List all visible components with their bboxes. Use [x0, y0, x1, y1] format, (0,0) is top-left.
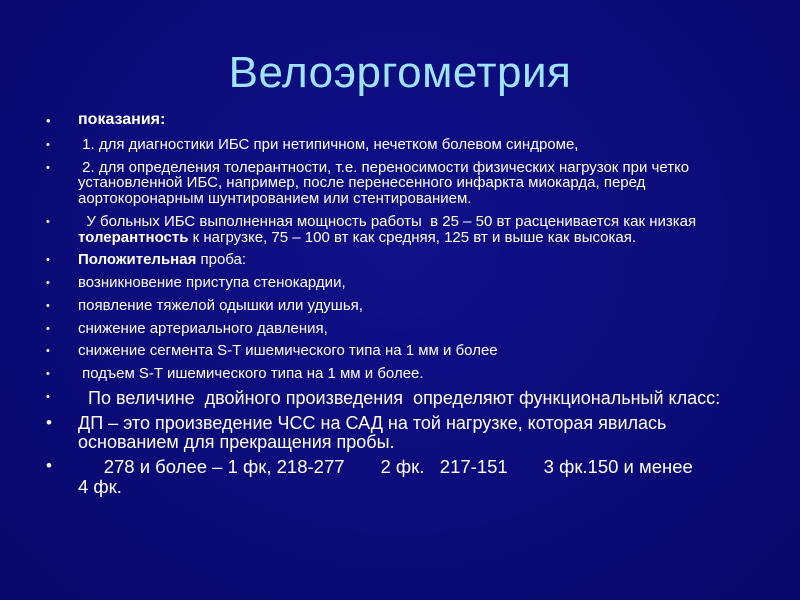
list-item — [40, 298, 760, 314]
item-text: подъем S-T ишемического типа на 1 мм и более. — [78, 365, 424, 383]
item-text: снижение артериального давления, — [78, 319, 328, 337]
bullet-icon: • — [46, 161, 50, 174]
item-text: 2. для определения толерантности, т.е. переносимости физических нагрузок при четко установленной ИБС, например, после перенесенного инфаркта миокарда, перед аортокоронарным шунтированием или стентированием. — [78, 158, 694, 208]
bullet-icon: • — [46, 390, 50, 403]
item-text-post: к нагрузке, 75 – 100 вт как средняя, 125 вт и выше как высокая. — [188, 228, 637, 246]
bullet-icon: • — [46, 412, 52, 432]
list-item — [40, 137, 760, 153]
item-text: 1. для диагностики ИБС при нетипичном, нечетком болевом синдроме, — [78, 135, 579, 153]
bullet-icon: • — [46, 113, 51, 128]
bullet-list — [40, 112, 760, 502]
item-text: появление тяжелой одышки или удушья, — [78, 296, 363, 314]
item-text-post: проба: — [196, 251, 247, 269]
list-item — [40, 112, 760, 129]
list-item — [40, 414, 760, 452]
list-item — [40, 457, 760, 496]
list-item — [40, 389, 760, 408]
item-text: ДП – это произведение ЧСС на САД на той нагрузке, которая явилась основанием для прекращения пробы. — [78, 412, 667, 452]
list-item — [40, 321, 760, 337]
indications-heading: показания: — [78, 111, 166, 128]
item-text: снижение сегмента S-T ишемического типа на 1 мм и более — [78, 342, 498, 360]
item-text-bold: толерантность — [78, 228, 189, 246]
bullet-icon: • — [46, 456, 52, 476]
list-item — [40, 343, 760, 359]
list-item — [40, 160, 760, 207]
item-text-pre: У больных ИБС выполненная мощность работы в 25 – 50 вт расценивается как низкая — [78, 212, 701, 230]
item-text-line2: 4 фк. — [78, 475, 122, 497]
bullet-icon: • — [46, 277, 50, 290]
list-item — [40, 252, 760, 268]
bullet-icon: • — [46, 368, 50, 381]
item-text: По величине двойного произведения определяют функциональный класс: — [78, 387, 721, 408]
bullet-icon: • — [46, 299, 50, 312]
item-text-line1: 278 и более – 1 фк, 218-277 2 фк. 217-151 3 фк.150 и менее — [78, 456, 693, 478]
item-text-bold: Положительная — [78, 251, 197, 269]
list-item — [40, 366, 760, 382]
bullet-icon: • — [46, 138, 50, 151]
item-text: возникновение приступа стенокардии, — [78, 274, 346, 292]
bullet-icon: • — [46, 215, 50, 228]
slide-title: Велоэргометрия — [228, 48, 572, 97]
bullet-icon: • — [46, 345, 50, 358]
bullet-icon: • — [46, 254, 50, 267]
list-item — [40, 275, 760, 291]
list-item — [40, 214, 760, 246]
bullet-icon: • — [46, 322, 50, 335]
